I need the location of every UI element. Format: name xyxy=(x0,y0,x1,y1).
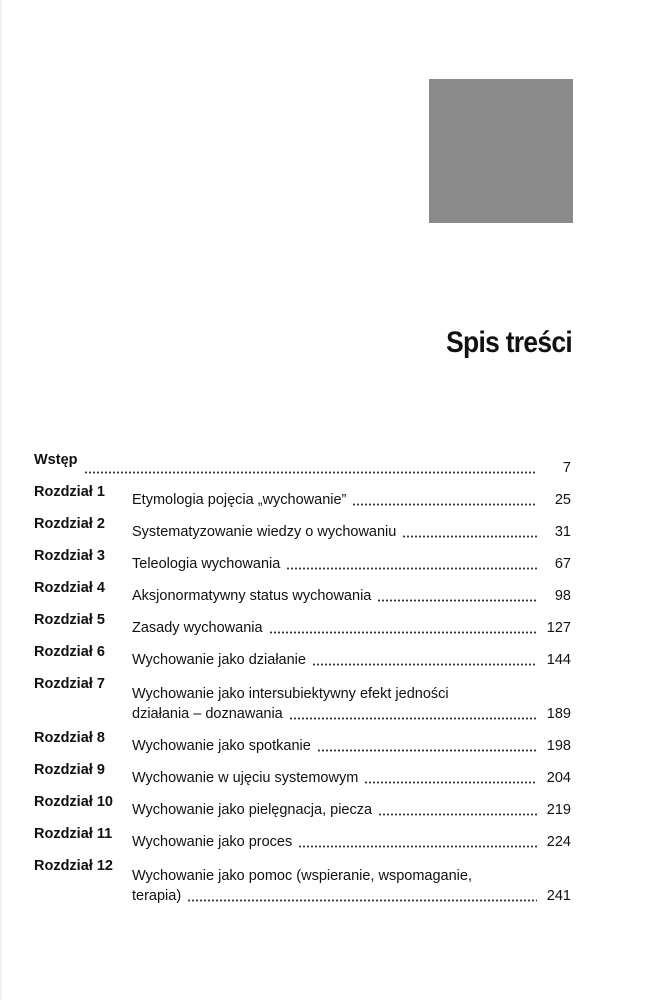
toc-entry-intro xyxy=(34,450,571,478)
toc-entry-body xyxy=(132,586,571,606)
leader-dots xyxy=(352,503,537,506)
toc-entry-title-line: Wychowanie jako pielęgnacja, piecza xyxy=(132,802,373,818)
toc-entry-chapter-3 xyxy=(34,542,571,574)
leader-dots xyxy=(377,599,537,602)
toc-entry-title-line: Systematyzowanie wiedzy o wychowaniu xyxy=(132,524,397,540)
toc-entry-body xyxy=(132,522,571,542)
toc-entry-page: 241 xyxy=(546,888,571,904)
leader-dots xyxy=(364,781,537,784)
toc-entry-label: Rozdział 4 xyxy=(34,580,105,596)
toc-entry-body xyxy=(132,490,571,510)
toc-entry-page: 204 xyxy=(546,770,571,786)
toc-entry-page: 7 xyxy=(562,460,571,476)
toc-entry-chapter-2 xyxy=(34,510,571,542)
toc-entry-page: 127 xyxy=(546,620,571,636)
toc-entry-page: 219 xyxy=(546,802,571,818)
leader-dots xyxy=(286,567,537,570)
toc-entry-title-line: Wychowanie jako proces xyxy=(132,834,293,850)
toc-entry-title-line: Wychowanie jako działanie xyxy=(132,652,306,668)
toc-entry-title-line: Wychowanie jako spotkanie xyxy=(132,738,311,754)
toc-entry-body xyxy=(132,832,571,852)
toc-entry-chapter-12 xyxy=(34,852,571,906)
leader-dots xyxy=(289,717,537,720)
toc-entry-chapter-6 xyxy=(34,638,571,670)
toc-entry-chapter-1 xyxy=(34,478,571,510)
toc-entry-chapter-4 xyxy=(34,574,571,606)
toc-entry-body xyxy=(132,736,571,756)
decorative-gray-square xyxy=(429,79,573,223)
toc-entry-title-line: terapia) xyxy=(132,888,182,904)
toc-entry-chapter-9 xyxy=(34,756,571,788)
toc-entry-body xyxy=(132,618,571,638)
table-of-contents xyxy=(34,450,571,906)
toc-entry-page: 67 xyxy=(554,556,571,572)
toc-entry-page: 144 xyxy=(546,652,571,668)
leader-dots xyxy=(317,749,537,752)
leader-dots xyxy=(312,663,537,666)
toc-entry-label: Rozdział 9 xyxy=(34,762,105,778)
leader-dots xyxy=(378,813,537,816)
toc-entry-label: Rozdział 6 xyxy=(34,644,105,660)
toc-entry-title-line: Wychowanie jako intersubiektywny efekt jedności xyxy=(132,686,449,702)
toc-entry-title-line: Teleologia wychowania xyxy=(132,556,281,572)
leader-dots xyxy=(187,899,537,902)
leader-dots xyxy=(84,471,538,474)
toc-entry-label: Rozdział 11 xyxy=(34,826,113,842)
toc-entry-title-line: Aksjonormatywny status wychowania xyxy=(132,588,372,604)
toc-entry-label: Rozdział 7 xyxy=(34,676,105,692)
leader-dots xyxy=(269,631,537,634)
toc-entry-page: 189 xyxy=(546,706,571,722)
leader-dots xyxy=(402,535,537,538)
toc-entry-label: Rozdział 10 xyxy=(34,794,113,810)
toc-entry-chapter-8 xyxy=(34,724,571,756)
toc-entry-title-line: Zasady wychowania xyxy=(132,620,263,636)
toc-entry-page: 25 xyxy=(554,492,571,508)
toc-entry-page: 31 xyxy=(554,524,571,540)
page-title: Spis treści xyxy=(446,326,572,359)
toc-entry-body xyxy=(132,554,571,574)
toc-entry-chapter-7 xyxy=(34,670,571,724)
toc-entry-chapter-11 xyxy=(34,820,571,852)
toc-entry-chapter-5 xyxy=(34,606,571,638)
chapter-list xyxy=(34,478,571,906)
toc-entry-title-line: Wychowanie jako pomoc (wspieranie, wspomaganie, xyxy=(132,868,472,884)
toc-entry-page: 224 xyxy=(546,834,571,850)
toc-entry-body xyxy=(132,768,571,788)
toc-entry-body xyxy=(132,862,571,906)
toc-entry-label: Rozdział 5 xyxy=(34,612,105,628)
toc-entry-label: Rozdział 3 xyxy=(34,548,105,564)
toc-entry-page: 198 xyxy=(546,738,571,754)
toc-entry-body xyxy=(132,680,571,724)
toc-entry-label: Rozdział 12 xyxy=(34,858,113,874)
toc-entry-body xyxy=(132,650,571,670)
toc-entry-label: Rozdział 1 xyxy=(34,484,105,500)
leader-dots xyxy=(298,845,537,848)
toc-entry-label: Rozdział 8 xyxy=(34,730,105,746)
toc-entry-title-line: Wychowanie w ujęciu systemowym xyxy=(132,770,359,786)
toc-entry-chapter-10 xyxy=(34,788,571,820)
toc-entry-page: 98 xyxy=(554,588,571,604)
toc-entry-label: Wstęp xyxy=(34,452,78,468)
toc-entry-body xyxy=(132,800,571,820)
toc-entry-title-line: Etymologia pojęcia „wychowanie” xyxy=(132,492,347,508)
toc-entry-label: Rozdział 2 xyxy=(34,516,105,532)
toc-entry-title-line: działania – doznawania xyxy=(132,706,283,722)
